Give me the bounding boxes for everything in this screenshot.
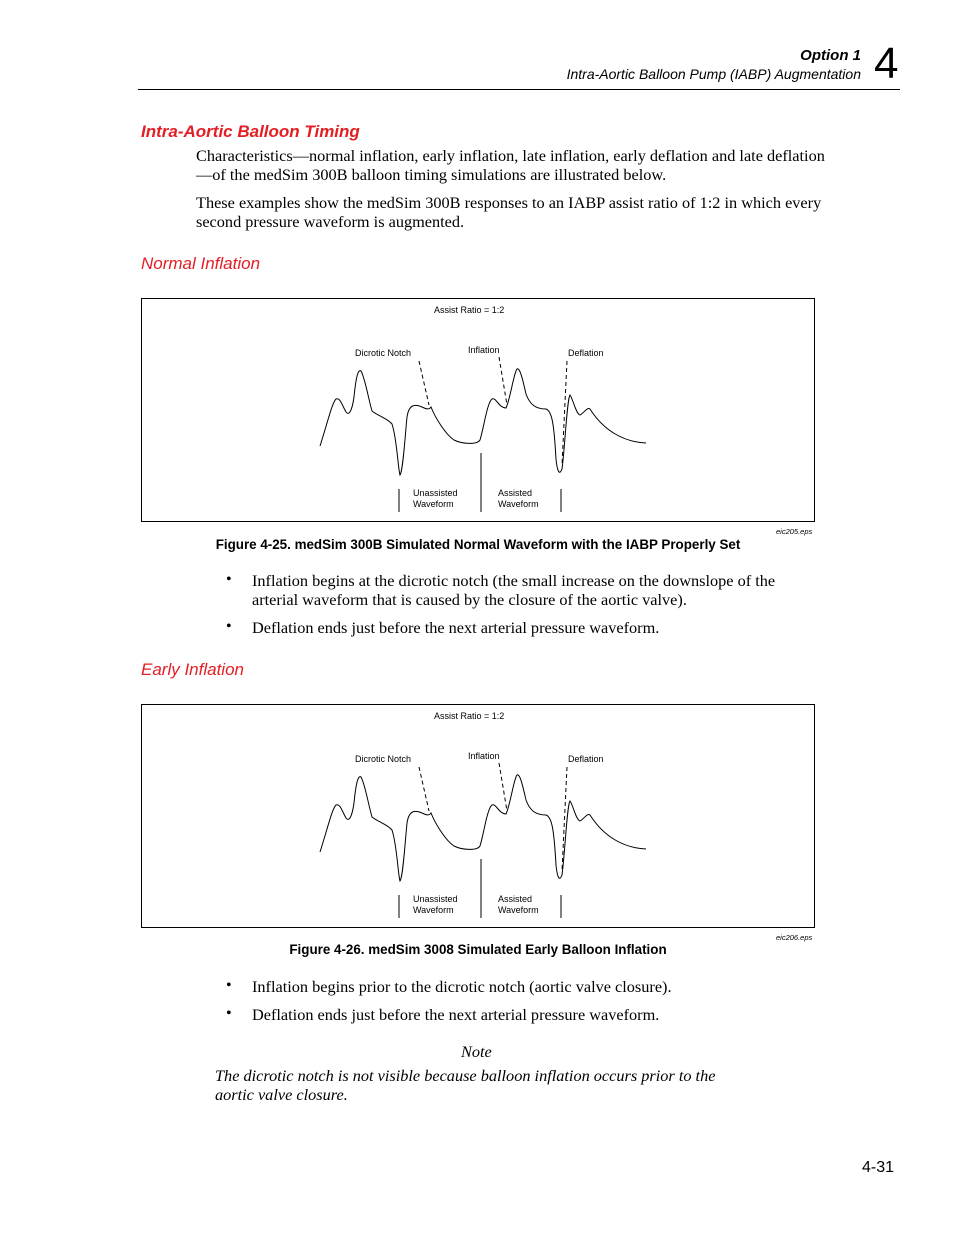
assisted-label: Assisted Waveform: [498, 488, 539, 509]
normal-inflation-heading: Normal Inflation: [141, 254, 261, 273]
assist-ratio-label: Assist Ratio = 1:2: [434, 711, 505, 721]
bullet-item: Deflation ends just before the next arterial pressure waveform.: [252, 618, 660, 637]
arterial-waveform: [320, 369, 646, 475]
page-number: 4-31: [861, 1159, 894, 1176]
dicrotic-notch-pointer: [419, 767, 429, 811]
header-rule: [138, 89, 900, 90]
unassisted-label: Unassisted Waveform: [413, 488, 458, 509]
bullet-item: Inflation begins prior to the dicrotic notch (aortic valve closure).: [252, 977, 672, 996]
deflation-label: Deflation: [568, 348, 604, 358]
eps-filename: eic206.eps: [776, 933, 813, 942]
assisted-label: Assisted Waveform: [498, 894, 539, 915]
note-body: The dicrotic notch is not visible because balloon inflation occurs prior to the aortic valve closure.: [215, 1066, 716, 1104]
waveform-diagram-early: [142, 705, 816, 929]
eps-filename: eic205.eps: [776, 527, 813, 536]
note-title: Note: [461, 1042, 492, 1061]
bullet-marker: •: [226, 1005, 232, 1022]
bullet-item: Deflation ends just before the next arterial pressure waveform.: [252, 1005, 660, 1024]
figure-early-waveform: [141, 704, 815, 928]
bullet-item: Inflation begins at the dicrotic notch (the small increase on the downslope of the arterial waveform that is caused by the closure of the aortic valve).: [252, 571, 776, 609]
waveform-diagram-normal: [142, 299, 816, 523]
unassisted-label: Unassisted Waveform: [413, 894, 458, 915]
assist-ratio-label: Assist Ratio = 1:2: [434, 305, 505, 315]
dicrotic-notch-label: Dicrotic Notch: [355, 348, 412, 358]
figure-caption: Figure 4-25. medSim 300B Simulated Normal Waveform with the IABP Properly Set: [215, 537, 741, 552]
inflation-pointer: [499, 357, 507, 405]
intro-paragraph-1: Characteristics—normal inflation, early inflation, late inflation, early deflation and late deflation—of the medSim 300B balloon timing simulations are illustrated below.: [196, 146, 825, 184]
arterial-waveform: [320, 775, 646, 881]
chapter-number: 4: [874, 39, 899, 88]
intro-paragraph-2: These examples show the medSim 300B responses to an IABP assist ratio of 1:2 in which every second pressure waveform is augmented.: [196, 193, 822, 231]
inflation-label: Inflation: [468, 345, 500, 355]
section-title: Intra-Aortic Balloon Timing: [141, 122, 360, 141]
bullet-marker: •: [226, 618, 232, 635]
header-option: Option 1: [800, 47, 861, 64]
figure-normal-waveform: [141, 298, 815, 522]
inflation-label: Inflation: [468, 751, 500, 761]
bullet-marker: •: [226, 977, 232, 994]
bullet-marker: •: [226, 571, 232, 588]
early-inflation-heading: Early Inflation: [141, 660, 244, 679]
inflation-pointer: [499, 763, 507, 811]
header-subtitle: Intra-Aortic Balloon Pump (IABP) Augmentation: [566, 66, 861, 82]
figure-caption: Figure 4-26. medSim 3008 Simulated Early Balloon Inflation: [289, 942, 667, 957]
dicrotic-notch-label: Dicrotic Notch: [355, 754, 412, 764]
dicrotic-notch-pointer: [419, 361, 429, 405]
deflation-label: Deflation: [568, 754, 604, 764]
